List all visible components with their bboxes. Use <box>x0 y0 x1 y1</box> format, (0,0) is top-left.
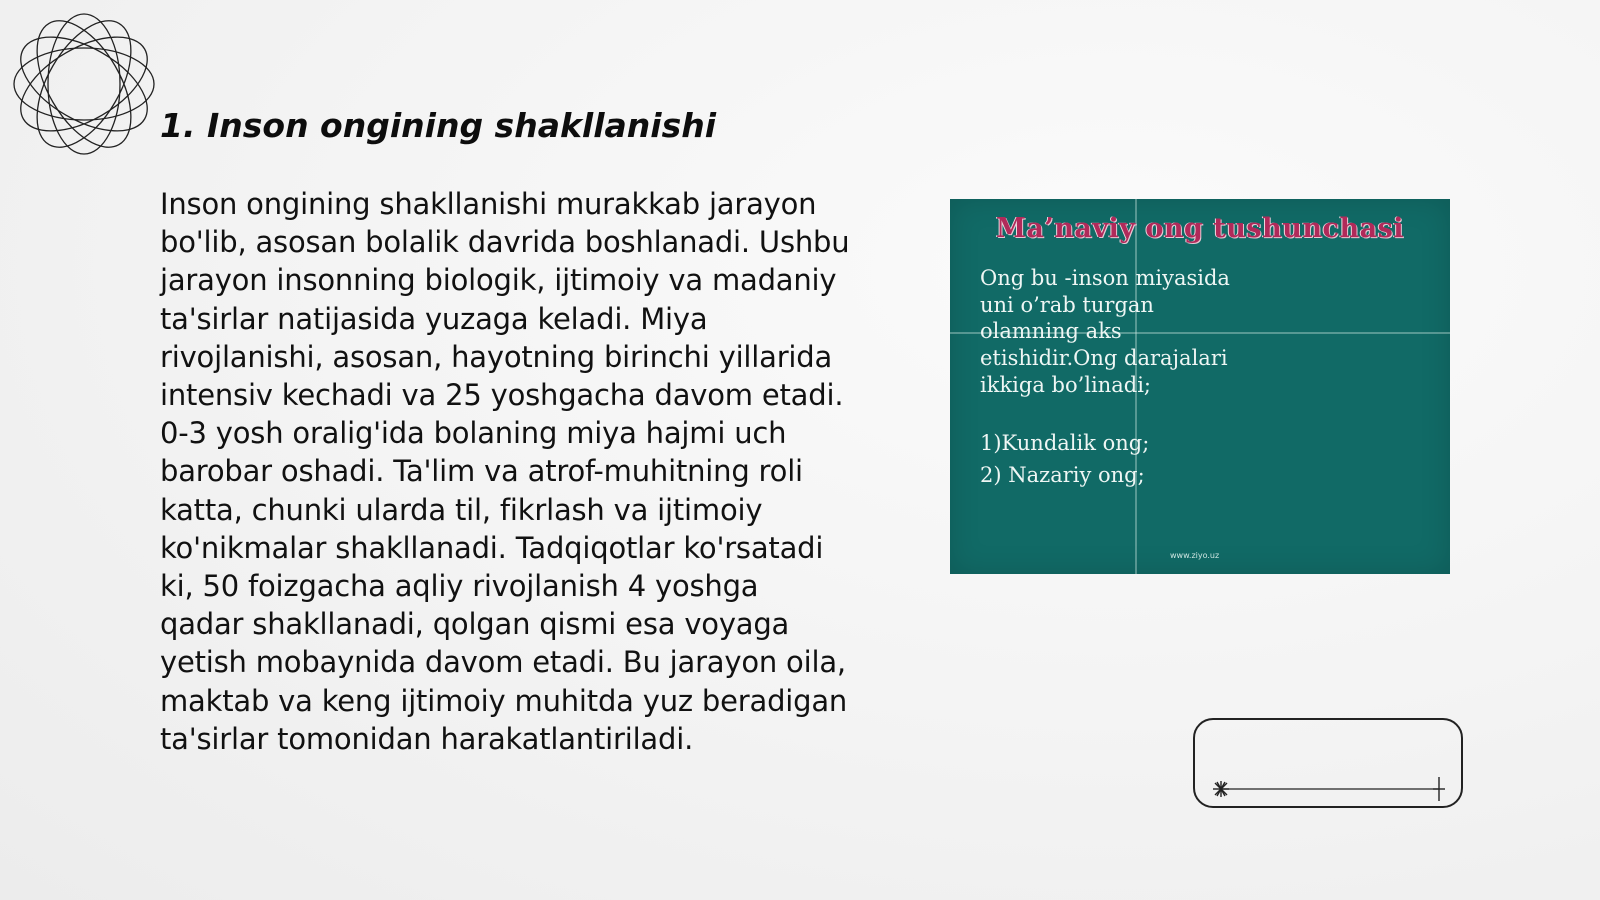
slide-title: 1. Inson ongining shakllanishi <box>160 106 717 145</box>
embedded-slide-image <box>950 199 1450 574</box>
image-list-item: 1)Kundalik ong; <box>980 431 1150 455</box>
interlaced-circles-icon <box>10 10 158 158</box>
decorative-frame <box>1193 718 1463 808</box>
image-list-item: 2) Nazariy ong; <box>980 463 1145 487</box>
slide-body-text: Inson ongining shakllanishi murakkab jarayon bo'lib, asosan bolalik davrida boshlanadi. Ushbu jarayon insonning biologik, ijtimoiy va madaniy ta'sirlar natijasida yuzaga keladi. Miya rivojlanishi, asosan, hayotning birinchi yillarida intensiv kechadi va 25 yoshgacha davom etadi. 0-3 yosh oralig'ida bolaning miya hajmi uch barobar oshadi. Ta'lim va atrof-muhitning roli katta, chunki ularda til, fikrlash va ijtimoiy ko'nikmalar shakllanadi. Tadqiqotlar ko'rsatadi ki, 50 foizgacha aqliy rivojlanish 4 yoshga qadar shakllanadi, qolgan qismi esa voyaga yetish mobaynida davom etadi. Bu jarayon oila, maktab va keng ijtimoiy muhitda yuz beradigan ta'sirlar tomonidan harakatlantiriladi. <box>160 187 850 756</box>
sparkle-icon <box>1433 777 1445 801</box>
image-text: Ong bu -inson miyasida uni o’rab turgan olamning aks etishidir.Ong darajalari ikkiga bo’linadi; <box>980 266 1230 397</box>
image-heading: Ma’naviy ong tushunchasi <box>995 213 1405 244</box>
starburst-icon <box>1213 781 1229 797</box>
image-footer: www.ziyo.uz <box>1170 551 1220 560</box>
